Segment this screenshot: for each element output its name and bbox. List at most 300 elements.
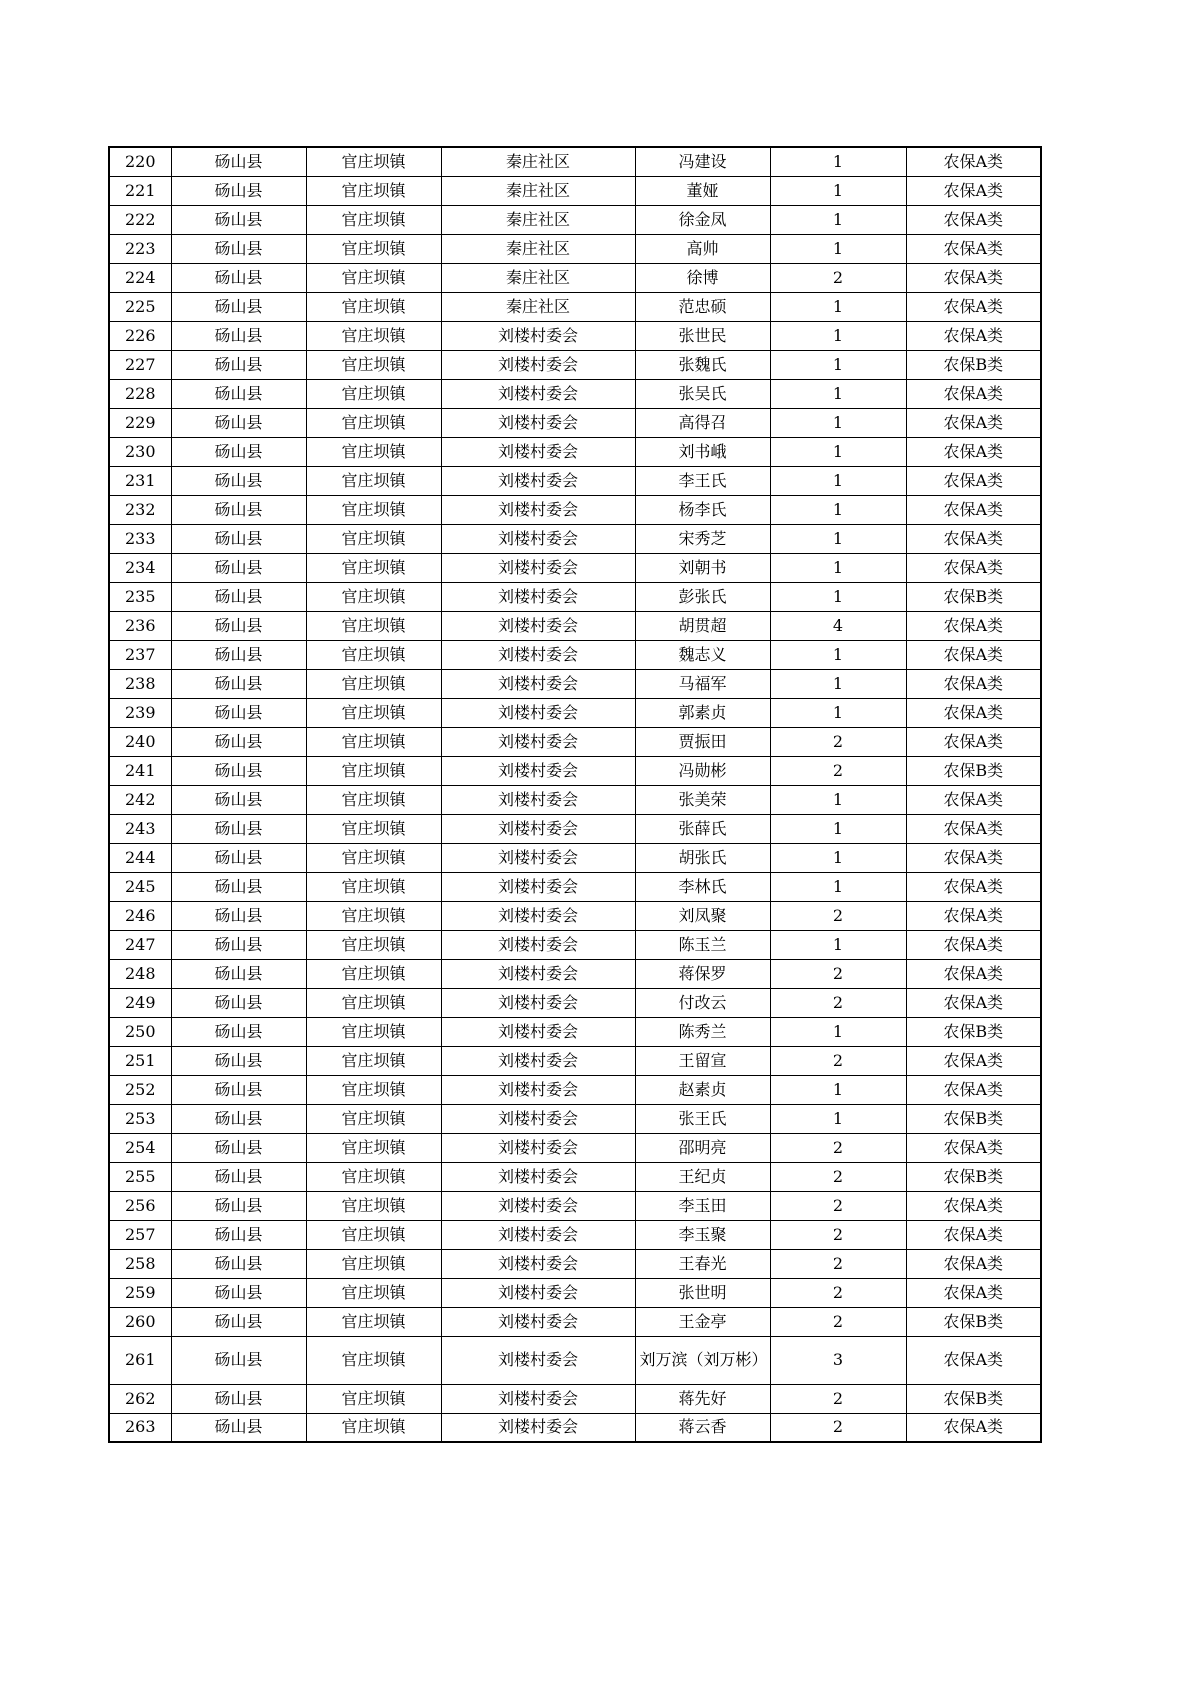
name-cell: 杨李氏 bbox=[635, 495, 770, 524]
town-cell: 官庄坝镇 bbox=[306, 1104, 441, 1133]
category-cell: 农保A类 bbox=[906, 205, 1041, 234]
category-cell: 农保A类 bbox=[906, 727, 1041, 756]
category-cell: 农保A类 bbox=[906, 1133, 1041, 1162]
row-number-cell: 224 bbox=[109, 263, 171, 292]
category-cell: 农保A类 bbox=[906, 843, 1041, 872]
village-cell: 刘楼村委会 bbox=[441, 611, 635, 640]
county-cell: 砀山县 bbox=[171, 1220, 306, 1249]
name-cell: 张世民 bbox=[635, 321, 770, 350]
row-number-cell: 246 bbox=[109, 901, 171, 930]
category-cell: 农保A类 bbox=[906, 234, 1041, 263]
village-cell: 刘楼村委会 bbox=[441, 814, 635, 843]
name-cell: 陈玉兰 bbox=[635, 930, 770, 959]
village-cell: 刘楼村委会 bbox=[441, 321, 635, 350]
county-cell: 砀山县 bbox=[171, 756, 306, 785]
row-number-cell: 237 bbox=[109, 640, 171, 669]
count-cell: 1 bbox=[770, 669, 906, 698]
county-cell: 砀山县 bbox=[171, 408, 306, 437]
name-cell: 张王氏 bbox=[635, 1104, 770, 1133]
category-cell: 农保A类 bbox=[906, 1220, 1041, 1249]
count-cell: 1 bbox=[770, 843, 906, 872]
town-cell: 官庄坝镇 bbox=[306, 785, 441, 814]
row-number-cell: 247 bbox=[109, 930, 171, 959]
town-cell: 官庄坝镇 bbox=[306, 843, 441, 872]
row-number-cell: 262 bbox=[109, 1384, 171, 1413]
town-cell: 官庄坝镇 bbox=[306, 959, 441, 988]
town-cell: 官庄坝镇 bbox=[306, 669, 441, 698]
county-cell: 砀山县 bbox=[171, 495, 306, 524]
table-row bbox=[109, 1307, 1041, 1336]
count-cell: 2 bbox=[770, 727, 906, 756]
county-cell: 砀山县 bbox=[171, 640, 306, 669]
village-cell: 刘楼村委会 bbox=[441, 1336, 635, 1384]
row-number-cell: 248 bbox=[109, 959, 171, 988]
row-number-cell: 223 bbox=[109, 234, 171, 263]
row-number-cell: 242 bbox=[109, 785, 171, 814]
row-number-cell: 243 bbox=[109, 814, 171, 843]
name-cell: 贾振田 bbox=[635, 727, 770, 756]
count-cell: 2 bbox=[770, 756, 906, 785]
village-cell: 刘楼村委会 bbox=[441, 901, 635, 930]
table-row bbox=[109, 1162, 1041, 1191]
row-number-cell: 259 bbox=[109, 1278, 171, 1307]
row-number-cell: 241 bbox=[109, 756, 171, 785]
category-cell: 农保A类 bbox=[906, 930, 1041, 959]
town-cell: 官庄坝镇 bbox=[306, 1017, 441, 1046]
table-row bbox=[109, 408, 1041, 437]
village-cell: 刘楼村委会 bbox=[441, 1162, 635, 1191]
row-number-cell: 230 bbox=[109, 437, 171, 466]
category-cell: 农保A类 bbox=[906, 379, 1041, 408]
village-cell: 刘楼村委会 bbox=[441, 1133, 635, 1162]
name-cell: 范忠硕 bbox=[635, 292, 770, 321]
row-number-cell: 228 bbox=[109, 379, 171, 408]
town-cell: 官庄坝镇 bbox=[306, 872, 441, 901]
category-cell: 农保A类 bbox=[906, 176, 1041, 205]
county-cell: 砀山县 bbox=[171, 1046, 306, 1075]
name-cell: 刘朝书 bbox=[635, 553, 770, 582]
town-cell: 官庄坝镇 bbox=[306, 205, 441, 234]
town-cell: 官庄坝镇 bbox=[306, 147, 441, 176]
table-row bbox=[109, 1249, 1041, 1278]
village-cell: 刘楼村委会 bbox=[441, 1278, 635, 1307]
name-cell: 胡贯超 bbox=[635, 611, 770, 640]
county-cell: 砀山县 bbox=[171, 1413, 306, 1442]
village-cell: 刘楼村委会 bbox=[441, 466, 635, 495]
table-row bbox=[109, 1017, 1041, 1046]
count-cell: 2 bbox=[770, 1384, 906, 1413]
village-cell: 刘楼村委会 bbox=[441, 843, 635, 872]
row-number-cell: 252 bbox=[109, 1075, 171, 1104]
town-cell: 官庄坝镇 bbox=[306, 1162, 441, 1191]
table-row bbox=[109, 176, 1041, 205]
village-cell: 刘楼村委会 bbox=[441, 785, 635, 814]
town-cell: 官庄坝镇 bbox=[306, 1249, 441, 1278]
table-row bbox=[109, 901, 1041, 930]
table-row bbox=[109, 292, 1041, 321]
count-cell: 1 bbox=[770, 350, 906, 379]
table-row bbox=[109, 640, 1041, 669]
village-cell: 刘楼村委会 bbox=[441, 1307, 635, 1336]
table-row bbox=[109, 1413, 1041, 1442]
row-number-cell: 245 bbox=[109, 872, 171, 901]
county-cell: 砀山县 bbox=[171, 1278, 306, 1307]
name-cell: 冯勋彬 bbox=[635, 756, 770, 785]
town-cell: 官庄坝镇 bbox=[306, 553, 441, 582]
row-number-cell: 249 bbox=[109, 988, 171, 1017]
village-cell: 刘楼村委会 bbox=[441, 408, 635, 437]
count-cell: 1 bbox=[770, 872, 906, 901]
county-cell: 砀山县 bbox=[171, 205, 306, 234]
table-row bbox=[109, 669, 1041, 698]
town-cell: 官庄坝镇 bbox=[306, 408, 441, 437]
category-cell: 农保A类 bbox=[906, 1336, 1041, 1384]
category-cell: 农保A类 bbox=[906, 466, 1041, 495]
town-cell: 官庄坝镇 bbox=[306, 1336, 441, 1384]
table-row bbox=[109, 234, 1041, 263]
table-row bbox=[109, 1191, 1041, 1220]
name-cell: 高帅 bbox=[635, 234, 770, 263]
row-number-cell: 227 bbox=[109, 350, 171, 379]
name-cell: 刘凤聚 bbox=[635, 901, 770, 930]
town-cell: 官庄坝镇 bbox=[306, 524, 441, 553]
county-cell: 砀山县 bbox=[171, 669, 306, 698]
town-cell: 官庄坝镇 bbox=[306, 930, 441, 959]
village-cell: 刘楼村委会 bbox=[441, 437, 635, 466]
count-cell: 2 bbox=[770, 1278, 906, 1307]
name-cell: 李玉田 bbox=[635, 1191, 770, 1220]
count-cell: 1 bbox=[770, 524, 906, 553]
row-number-cell: 231 bbox=[109, 466, 171, 495]
row-number-cell: 225 bbox=[109, 292, 171, 321]
table-row bbox=[109, 553, 1041, 582]
count-cell: 1 bbox=[770, 176, 906, 205]
category-cell: 农保A类 bbox=[906, 988, 1041, 1017]
category-cell: 农保A类 bbox=[906, 669, 1041, 698]
category-cell: 农保A类 bbox=[906, 495, 1041, 524]
village-cell: 刘楼村委会 bbox=[441, 495, 635, 524]
village-cell: 刘楼村委会 bbox=[441, 524, 635, 553]
town-cell: 官庄坝镇 bbox=[306, 379, 441, 408]
table-row bbox=[109, 930, 1041, 959]
count-cell: 1 bbox=[770, 466, 906, 495]
county-cell: 砀山县 bbox=[171, 1336, 306, 1384]
category-cell: 农保A类 bbox=[906, 1075, 1041, 1104]
category-cell: 农保B类 bbox=[906, 1017, 1041, 1046]
town-cell: 官庄坝镇 bbox=[306, 988, 441, 1017]
category-cell: 农保A类 bbox=[906, 553, 1041, 582]
table-row bbox=[109, 959, 1041, 988]
name-cell: 魏志义 bbox=[635, 640, 770, 669]
town-cell: 官庄坝镇 bbox=[306, 263, 441, 292]
county-cell: 砀山县 bbox=[171, 1017, 306, 1046]
county-cell: 砀山县 bbox=[171, 321, 306, 350]
village-cell: 刘楼村委会 bbox=[441, 930, 635, 959]
village-cell: 刘楼村委会 bbox=[441, 1220, 635, 1249]
category-cell: 农保A类 bbox=[906, 1249, 1041, 1278]
village-cell: 刘楼村委会 bbox=[441, 1075, 635, 1104]
table-row bbox=[109, 1220, 1041, 1249]
county-cell: 砀山县 bbox=[171, 1075, 306, 1104]
row-number-cell: 222 bbox=[109, 205, 171, 234]
county-cell: 砀山县 bbox=[171, 843, 306, 872]
category-cell: 农保A类 bbox=[906, 640, 1041, 669]
category-cell: 农保A类 bbox=[906, 698, 1041, 727]
table-row bbox=[109, 205, 1041, 234]
count-cell: 1 bbox=[770, 640, 906, 669]
village-cell: 秦庄社区 bbox=[441, 234, 635, 263]
county-cell: 砀山县 bbox=[171, 1191, 306, 1220]
count-cell: 2 bbox=[770, 1162, 906, 1191]
count-cell: 4 bbox=[770, 611, 906, 640]
village-cell: 秦庄社区 bbox=[441, 205, 635, 234]
town-cell: 官庄坝镇 bbox=[306, 176, 441, 205]
count-cell: 1 bbox=[770, 234, 906, 263]
town-cell: 官庄坝镇 bbox=[306, 1220, 441, 1249]
town-cell: 官庄坝镇 bbox=[306, 727, 441, 756]
row-number-cell: 236 bbox=[109, 611, 171, 640]
category-cell: 农保A类 bbox=[906, 437, 1041, 466]
town-cell: 官庄坝镇 bbox=[306, 901, 441, 930]
row-number-cell: 256 bbox=[109, 1191, 171, 1220]
table-row bbox=[109, 263, 1041, 292]
row-number-cell: 233 bbox=[109, 524, 171, 553]
name-cell: 蒋云香 bbox=[635, 1413, 770, 1442]
row-number-cell: 232 bbox=[109, 495, 171, 524]
name-cell: 徐博 bbox=[635, 263, 770, 292]
category-cell: 农保A类 bbox=[906, 292, 1041, 321]
table-row bbox=[109, 379, 1041, 408]
town-cell: 官庄坝镇 bbox=[306, 582, 441, 611]
village-cell: 刘楼村委会 bbox=[441, 727, 635, 756]
county-cell: 砀山县 bbox=[171, 727, 306, 756]
town-cell: 官庄坝镇 bbox=[306, 1191, 441, 1220]
village-cell: 刘楼村委会 bbox=[441, 640, 635, 669]
village-cell: 刘楼村委会 bbox=[441, 553, 635, 582]
count-cell: 2 bbox=[770, 1413, 906, 1442]
row-number-cell: 263 bbox=[109, 1413, 171, 1442]
name-cell: 王春光 bbox=[635, 1249, 770, 1278]
row-number-cell: 261 bbox=[109, 1336, 171, 1384]
category-cell: 农保A类 bbox=[906, 321, 1041, 350]
count-cell: 2 bbox=[770, 1220, 906, 1249]
name-cell: 陈秀兰 bbox=[635, 1017, 770, 1046]
category-cell: 农保B类 bbox=[906, 1384, 1041, 1413]
row-number-cell: 260 bbox=[109, 1307, 171, 1336]
county-cell: 砀山县 bbox=[171, 872, 306, 901]
row-number-cell: 238 bbox=[109, 669, 171, 698]
count-cell: 1 bbox=[770, 1104, 906, 1133]
county-cell: 砀山县 bbox=[171, 1133, 306, 1162]
town-cell: 官庄坝镇 bbox=[306, 350, 441, 379]
name-cell: 张世明 bbox=[635, 1278, 770, 1307]
town-cell: 官庄坝镇 bbox=[306, 640, 441, 669]
category-cell: 农保A类 bbox=[906, 1191, 1041, 1220]
village-cell: 秦庄社区 bbox=[441, 292, 635, 321]
table-row bbox=[109, 1336, 1041, 1384]
category-cell: 农保A类 bbox=[906, 901, 1041, 930]
table-row bbox=[109, 1384, 1041, 1413]
village-cell: 秦庄社区 bbox=[441, 147, 635, 176]
row-number-cell: 258 bbox=[109, 1249, 171, 1278]
category-cell: 农保A类 bbox=[906, 814, 1041, 843]
county-cell: 砀山县 bbox=[171, 988, 306, 1017]
village-cell: 刘楼村委会 bbox=[441, 379, 635, 408]
category-cell: 农保A类 bbox=[906, 785, 1041, 814]
name-cell: 郭素贞 bbox=[635, 698, 770, 727]
name-cell: 蒋保罗 bbox=[635, 959, 770, 988]
county-cell: 砀山县 bbox=[171, 1384, 306, 1413]
county-cell: 砀山县 bbox=[171, 234, 306, 263]
table-row bbox=[109, 1278, 1041, 1307]
town-cell: 官庄坝镇 bbox=[306, 611, 441, 640]
count-cell: 1 bbox=[770, 814, 906, 843]
town-cell: 官庄坝镇 bbox=[306, 1307, 441, 1336]
county-cell: 砀山县 bbox=[171, 814, 306, 843]
row-number-cell: 229 bbox=[109, 408, 171, 437]
table-row bbox=[109, 321, 1041, 350]
county-cell: 砀山县 bbox=[171, 1249, 306, 1278]
row-number-cell: 255 bbox=[109, 1162, 171, 1191]
name-cell: 邵明亮 bbox=[635, 1133, 770, 1162]
county-cell: 砀山县 bbox=[171, 1162, 306, 1191]
category-cell: 农保B类 bbox=[906, 1307, 1041, 1336]
count-cell: 2 bbox=[770, 959, 906, 988]
count-cell: 1 bbox=[770, 1017, 906, 1046]
name-cell: 张吴氏 bbox=[635, 379, 770, 408]
count-cell: 1 bbox=[770, 1075, 906, 1104]
table-row bbox=[109, 350, 1041, 379]
name-cell: 李林氏 bbox=[635, 872, 770, 901]
row-number-cell: 220 bbox=[109, 147, 171, 176]
count-cell: 2 bbox=[770, 901, 906, 930]
town-cell: 官庄坝镇 bbox=[306, 321, 441, 350]
town-cell: 官庄坝镇 bbox=[306, 292, 441, 321]
village-cell: 刘楼村委会 bbox=[441, 582, 635, 611]
name-cell: 宋秀芝 bbox=[635, 524, 770, 553]
count-cell: 2 bbox=[770, 1307, 906, 1336]
count-cell: 1 bbox=[770, 698, 906, 727]
count-cell: 1 bbox=[770, 205, 906, 234]
row-number-cell: 253 bbox=[109, 1104, 171, 1133]
village-cell: 刘楼村委会 bbox=[441, 698, 635, 727]
table-row bbox=[109, 1133, 1041, 1162]
town-cell: 官庄坝镇 bbox=[306, 1384, 441, 1413]
count-cell: 2 bbox=[770, 988, 906, 1017]
row-number-cell: 244 bbox=[109, 843, 171, 872]
table-body bbox=[109, 147, 1041, 1442]
count-cell: 2 bbox=[770, 263, 906, 292]
town-cell: 官庄坝镇 bbox=[306, 1413, 441, 1442]
name-cell: 王金亭 bbox=[635, 1307, 770, 1336]
county-cell: 砀山县 bbox=[171, 379, 306, 408]
table-row bbox=[109, 814, 1041, 843]
row-number-cell: 240 bbox=[109, 727, 171, 756]
row-number-cell: 251 bbox=[109, 1046, 171, 1075]
name-cell: 彭张氏 bbox=[635, 582, 770, 611]
name-cell: 王纪贞 bbox=[635, 1162, 770, 1191]
count-cell: 1 bbox=[770, 437, 906, 466]
table-row bbox=[109, 466, 1041, 495]
name-cell: 张美荣 bbox=[635, 785, 770, 814]
count-cell: 1 bbox=[770, 582, 906, 611]
village-cell: 刘楼村委会 bbox=[441, 350, 635, 379]
category-cell: 农保A类 bbox=[906, 872, 1041, 901]
table-row bbox=[109, 756, 1041, 785]
count-cell: 2 bbox=[770, 1249, 906, 1278]
table-row bbox=[109, 582, 1041, 611]
county-cell: 砀山县 bbox=[171, 959, 306, 988]
village-cell: 刘楼村委会 bbox=[441, 959, 635, 988]
category-cell: 农保A类 bbox=[906, 1413, 1041, 1442]
county-cell: 砀山县 bbox=[171, 466, 306, 495]
household-table bbox=[108, 146, 1042, 1443]
category-cell: 农保B类 bbox=[906, 1104, 1041, 1133]
table-row bbox=[109, 1104, 1041, 1133]
county-cell: 砀山县 bbox=[171, 698, 306, 727]
name-cell: 刘万滨（刘万彬） bbox=[635, 1336, 770, 1384]
town-cell: 官庄坝镇 bbox=[306, 437, 441, 466]
name-cell: 蒋先好 bbox=[635, 1384, 770, 1413]
table-row bbox=[109, 843, 1041, 872]
name-cell: 高得召 bbox=[635, 408, 770, 437]
name-cell: 王留宣 bbox=[635, 1046, 770, 1075]
county-cell: 砀山县 bbox=[171, 1104, 306, 1133]
county-cell: 砀山县 bbox=[171, 553, 306, 582]
table-row bbox=[109, 727, 1041, 756]
table-row bbox=[109, 698, 1041, 727]
town-cell: 官庄坝镇 bbox=[306, 814, 441, 843]
table-row bbox=[109, 495, 1041, 524]
table-row bbox=[109, 524, 1041, 553]
county-cell: 砀山县 bbox=[171, 611, 306, 640]
count-cell: 1 bbox=[770, 785, 906, 814]
town-cell: 官庄坝镇 bbox=[306, 234, 441, 263]
town-cell: 官庄坝镇 bbox=[306, 756, 441, 785]
category-cell: 农保A类 bbox=[906, 263, 1041, 292]
name-cell: 徐金凤 bbox=[635, 205, 770, 234]
table-row bbox=[109, 147, 1041, 176]
village-cell: 刘楼村委会 bbox=[441, 1017, 635, 1046]
name-cell: 李王氏 bbox=[635, 466, 770, 495]
name-cell: 冯建设 bbox=[635, 147, 770, 176]
village-cell: 刘楼村委会 bbox=[441, 669, 635, 698]
table-row bbox=[109, 1046, 1041, 1075]
count-cell: 1 bbox=[770, 292, 906, 321]
row-number-cell: 250 bbox=[109, 1017, 171, 1046]
county-cell: 砀山县 bbox=[171, 901, 306, 930]
category-cell: 农保B类 bbox=[906, 756, 1041, 785]
town-cell: 官庄坝镇 bbox=[306, 1278, 441, 1307]
village-cell: 刘楼村委会 bbox=[441, 1046, 635, 1075]
village-cell: 刘楼村委会 bbox=[441, 1413, 635, 1442]
village-cell: 刘楼村委会 bbox=[441, 1384, 635, 1413]
county-cell: 砀山县 bbox=[171, 176, 306, 205]
table-row bbox=[109, 872, 1041, 901]
count-cell: 1 bbox=[770, 495, 906, 524]
category-cell: 农保A类 bbox=[906, 1046, 1041, 1075]
village-cell: 秦庄社区 bbox=[441, 176, 635, 205]
county-cell: 砀山县 bbox=[171, 1307, 306, 1336]
row-number-cell: 239 bbox=[109, 698, 171, 727]
name-cell: 马福军 bbox=[635, 669, 770, 698]
name-cell: 李玉聚 bbox=[635, 1220, 770, 1249]
table-row bbox=[109, 611, 1041, 640]
row-number-cell: 226 bbox=[109, 321, 171, 350]
row-number-cell: 254 bbox=[109, 1133, 171, 1162]
count-cell: 3 bbox=[770, 1336, 906, 1384]
category-cell: 农保B类 bbox=[906, 1162, 1041, 1191]
